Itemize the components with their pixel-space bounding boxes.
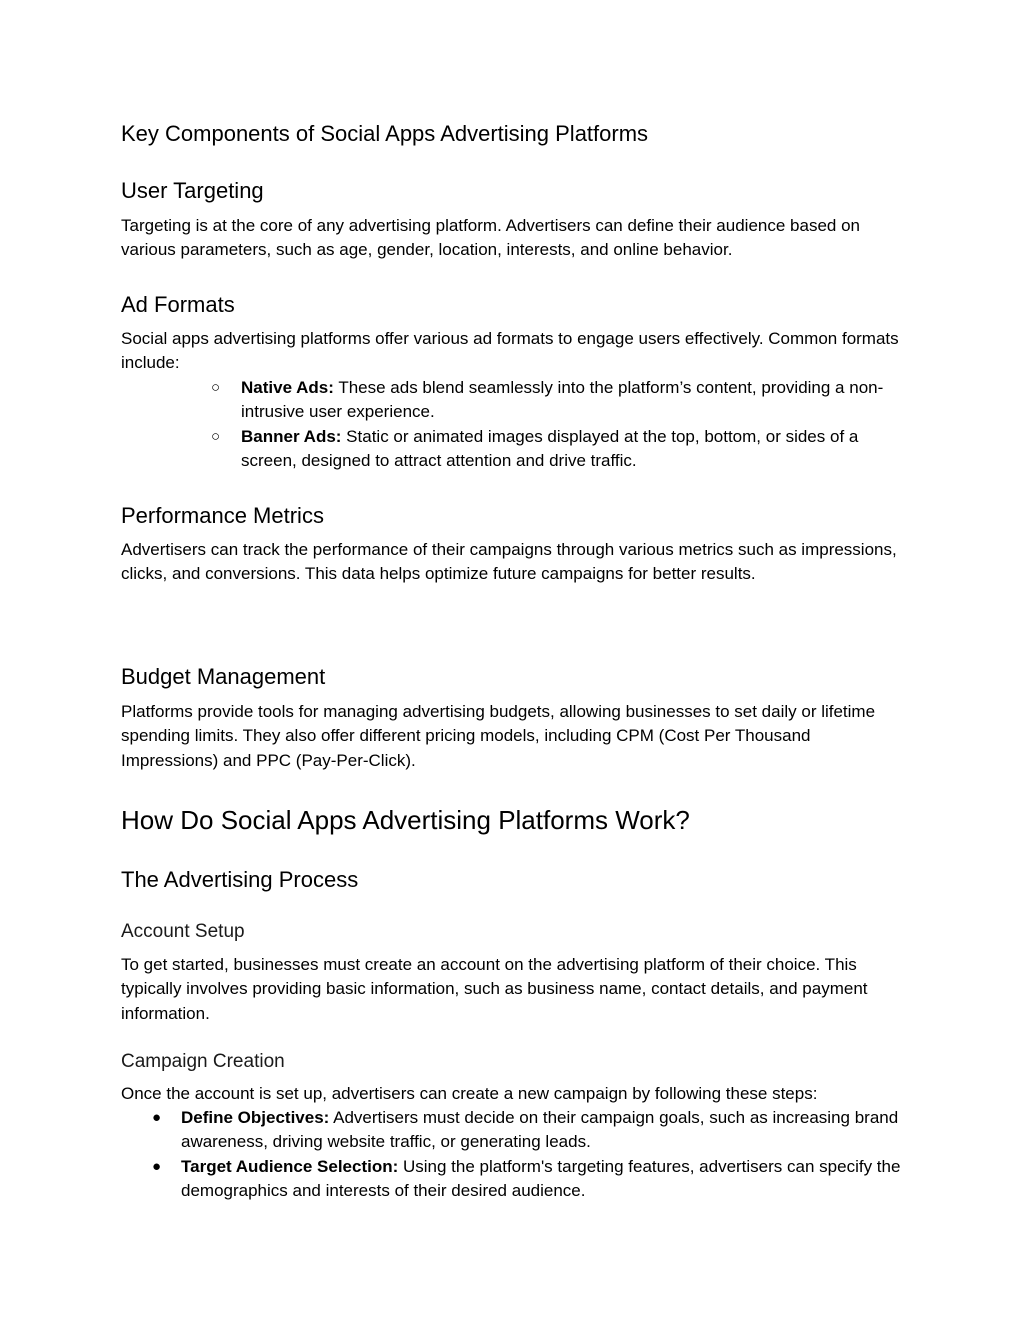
list-item-text: Static or animated images displayed at the top, bottom, or sides of a screen, designed to attract attention and drive traffic. xyxy=(241,426,859,470)
list-item xyxy=(152,1155,901,1204)
performance-metrics-paragraph: Advertisers can track the performance of their campaigns through various metrics such as impressions, clicks, and conversions. This data helps optimize future campaigns for better results. xyxy=(121,540,897,584)
performance-metrics-heading: Performance Metrics xyxy=(121,503,324,528)
account-setup-paragraph: To get started, businesses must create an account on the advertising platform of their choice. This typically involves providing basic information, such as business name, contact details, and payment information. xyxy=(121,955,868,1023)
list-item-label: Banner Ads: xyxy=(241,426,342,446)
list-item-label: Target Audience Selection: xyxy=(181,1156,399,1176)
list-item-label: Define Objectives: xyxy=(181,1108,330,1127)
list-item xyxy=(211,425,906,474)
circle-bullet-icon: ○ xyxy=(211,379,221,396)
user-targeting-heading: User Targeting xyxy=(121,178,264,203)
budget-management-paragraph: Platforms provide tools for managing advertising budgets, allowing businesses to set daily or lifetime spending limits. They also offer different pricing models, including CPM (Cost Per Thousand Impressions) and PPC (Pay-Per-Click). xyxy=(121,702,876,770)
advertising-process-heading: The Advertising Process xyxy=(121,867,359,892)
list-item-text: Advertisers must decide on their campaign goals, such as increasing brand awareness, driving website traffic, or generating leads. xyxy=(181,1108,899,1152)
disc-bullet-icon: ● xyxy=(152,1157,162,1175)
user-targeting-paragraph: Targeting is at the core of any advertising platform. Advertisers can define their audience based on various parameters, such as age, gender, location, interests, and online behavior. xyxy=(121,216,860,260)
how-it-works-heading: How Do Social Apps Advertising Platforms Work? xyxy=(121,805,690,835)
intro-heading: Key Components of Social Apps Advertising Platforms xyxy=(121,121,649,146)
list-item xyxy=(211,376,906,425)
ad-formats-paragraph: Social apps advertising platforms offer various ad formats to engage users effectively. Common formats include: xyxy=(121,329,899,373)
campaign-creation-heading: Campaign Creation xyxy=(121,1051,285,1072)
disc-bullet-icon: ● xyxy=(152,1109,162,1126)
ad-formats-heading: Ad Formats xyxy=(121,292,235,317)
list-item-label: Native Ads: xyxy=(241,378,334,397)
list-item-text: Using the platform's targeting features, advertisers can specify the demographics and interests of their desired audience. xyxy=(181,1156,901,1200)
circle-bullet-icon: ○ xyxy=(211,427,221,445)
campaign-steps-list xyxy=(152,1106,901,1203)
list-item xyxy=(152,1106,901,1155)
account-setup-heading: Account Setup xyxy=(121,921,245,942)
budget-management-heading: Budget Management xyxy=(121,664,326,689)
ad-formats-list xyxy=(211,376,906,473)
campaign-creation-paragraph: Once the account is set up, advertisers can create a new campaign by following these steps: xyxy=(121,1084,818,1103)
list-item-text: These ads blend seamlessly into the platform’s content, providing a non-intrusive user experience. xyxy=(241,378,884,422)
